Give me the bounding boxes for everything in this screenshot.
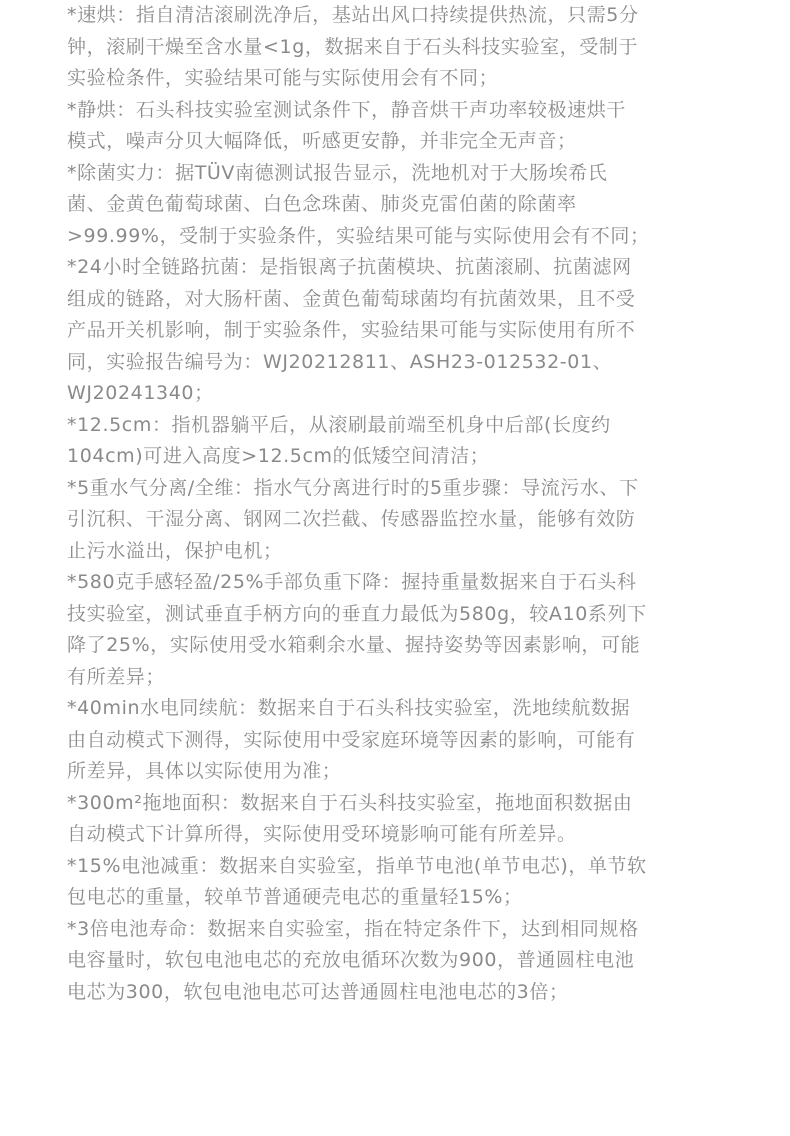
disclaimer-line: *静烘：石头科技实验室测试条件下，静音烘干声功率较极速烘干 [67, 98, 626, 121]
disclaimer-line: *15%电池减重：数据来自实验室，指单节电池(单节电芯)，单节软 [67, 854, 647, 877]
disclaimer-text-block [67, 0, 727, 1008]
disclaimer-line: *除菌实力：据TÜV南德测试报告显示，洗地机对于大肠埃希氏 [67, 161, 608, 184]
disclaimer-line: 模式，噪声分贝大幅降低，听感更安静，并非完全无声音； [67, 130, 577, 152]
disclaimer-line: *12.5cm：指机器躺平后，从滚刷最前端至机身中后部(长度约 [67, 413, 611, 436]
disclaimer-line: 产品开关机影响，制于实验条件，实验结果可能与实际使用有所不 [67, 319, 636, 341]
disclaimer-line: 实验检条件，实验结果可能与实际使用会有不同； [67, 67, 499, 89]
disclaimer-line: 组成的链路，对大肠杆菌、金黄色葡萄球菌均有抗菌效果，且不受 [67, 287, 636, 310]
disclaimer-line: *3倍电池寿命：数据来自实验室，指在特定条件下，达到相同规格 [67, 917, 639, 940]
disclaimer-line: 所差异，具体以实际使用为准； [67, 760, 342, 782]
disclaimer-line: 自动模式下计算所得，实际使用受环境影响可能有所差异。 [67, 823, 577, 845]
disclaimer-line: 由自动模式下测得，实际使用中受家庭环境等因素的影响，可能有 [67, 728, 636, 751]
disclaimer-line: *40min水电同续航：数据来自于石头科技实验室，洗地续航数据 [67, 697, 631, 719]
disclaimer-line: *5重水气分离/全维：指水气分离进行时的5重步骤：导流污水、下 [67, 476, 639, 499]
disclaimer-line: 同，实验报告编号为：WJ20212811、ASH23-012532-01、 [67, 350, 613, 373]
disclaimer-line: 包电芯的重量，较单节普通硬壳电芯的重量轻15%； [67, 886, 523, 908]
disclaimer-line: *24小时全链路抗菌：是指银离子抗菌模块、抗菌滚刷、抗菌滤网 [67, 256, 632, 278]
disclaimer-line: 止污水溢出，保护电机； [67, 539, 283, 562]
disclaimer-line: 菌、金黄色葡萄球菌、白色念珠菌、肺炎克雷伯菌的除菌率 [67, 193, 577, 215]
disclaimer-line: 引沉积、干湿分离、钢网二次拦截、传感器监控水量，能够有效防 [67, 508, 636, 530]
disclaimer-line: 电容量时，软包电池电芯的充放电循环次数为900，普通圆柱电池 [67, 949, 635, 971]
disclaimer-line: WJ20241340； [67, 382, 214, 404]
disclaimer-line: *580克手感轻盈/25%手部负重下降：握持重量数据来自于石头科 [67, 571, 637, 593]
disclaimer-line: 104cm)可进入高度>12.5cm的低矮空间清洁； [67, 445, 490, 467]
disclaimer-line: 钟，滚刷干燥至含水量<1g，数据来自于石头科技实验室，受制于 [67, 35, 639, 58]
disclaimer-line: *速烘：指自清洁滚刷洗净后，基站出风口持续提供热流，只需5分 [67, 4, 639, 26]
disclaimer-line: 降了25%，实际使用受水箱剩余水量、握持姿势等因素影响，可能 [67, 634, 641, 656]
disclaimer-line: >99.99%，受制于实验条件，实验结果可能与实际使用会有不同； [67, 224, 650, 247]
disclaimer-line: 有所差异； [67, 665, 166, 688]
disclaimer-line: *300m²拖地面积：数据来自于石头科技实验室，拖地面积数据由 [67, 791, 633, 814]
disclaimer-line: 技实验室，测试垂直手柄方向的垂直力最低为580g，较A10系列下 [67, 602, 647, 625]
disclaimer-line: 电芯为300，软包电池电芯可达普通圆柱电池电芯的3倍； [67, 980, 569, 1003]
